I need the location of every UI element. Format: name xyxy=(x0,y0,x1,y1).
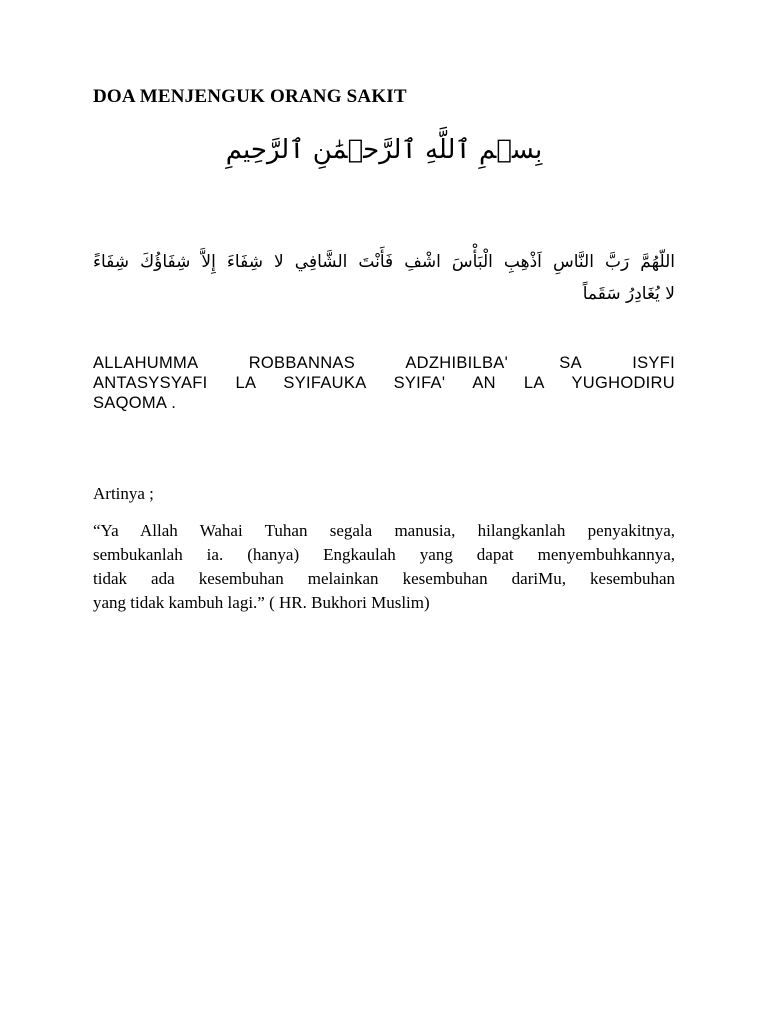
arabic-line: لا يُغَادِرُ سَقَماً xyxy=(582,284,675,304)
translation-line: sembukanlah ia. (hanya) Engkaulah yang dapat menyembuhkannya, xyxy=(93,545,675,564)
arabic-prayer xyxy=(93,246,675,310)
basmala-text: بِسۡمِ ٱللَّهِ ٱلرَّحۡمَٰنِ ٱلرَّحِيمِ xyxy=(225,135,543,165)
transliteration xyxy=(93,353,675,413)
translation-paragraph xyxy=(93,519,675,615)
transliteration-line: ALLAHUMMA ROBBANNAS ADZHIBILBA' SA ISYFI xyxy=(93,354,675,372)
document-title: DOA MENJENGUK ORANG SAKIT xyxy=(93,86,407,107)
arabic-line: اللّهُمَّ رَبَّ النَّاسِ اَذْهِبِ الْبَأْسَ اشْفِ فَأَنْتَ الشَّافِي لا شِفَاءَ إِلاَّ شِفَاؤُكَ شِفَاءً xyxy=(93,252,675,272)
transliteration-line: SAQOMA . xyxy=(93,394,177,412)
translation-line: “Ya Allah Wahai Tuhan segala manusia, hilangkanlah penyakitnya, xyxy=(93,521,675,540)
artinya-label: Artinya ; xyxy=(93,484,154,503)
transliteration-line: ANTASYSYAFI LA SYIFAUKA SYIFA' AN LA YUGHODIRU xyxy=(93,374,675,392)
translation-line: tidak ada kesembuhan melainkan kesembuhan dariMu, kesembuhan xyxy=(93,569,675,588)
translation-line: yang tidak kambuh lagi.” ( HR. Bukhori Muslim) xyxy=(93,593,430,612)
